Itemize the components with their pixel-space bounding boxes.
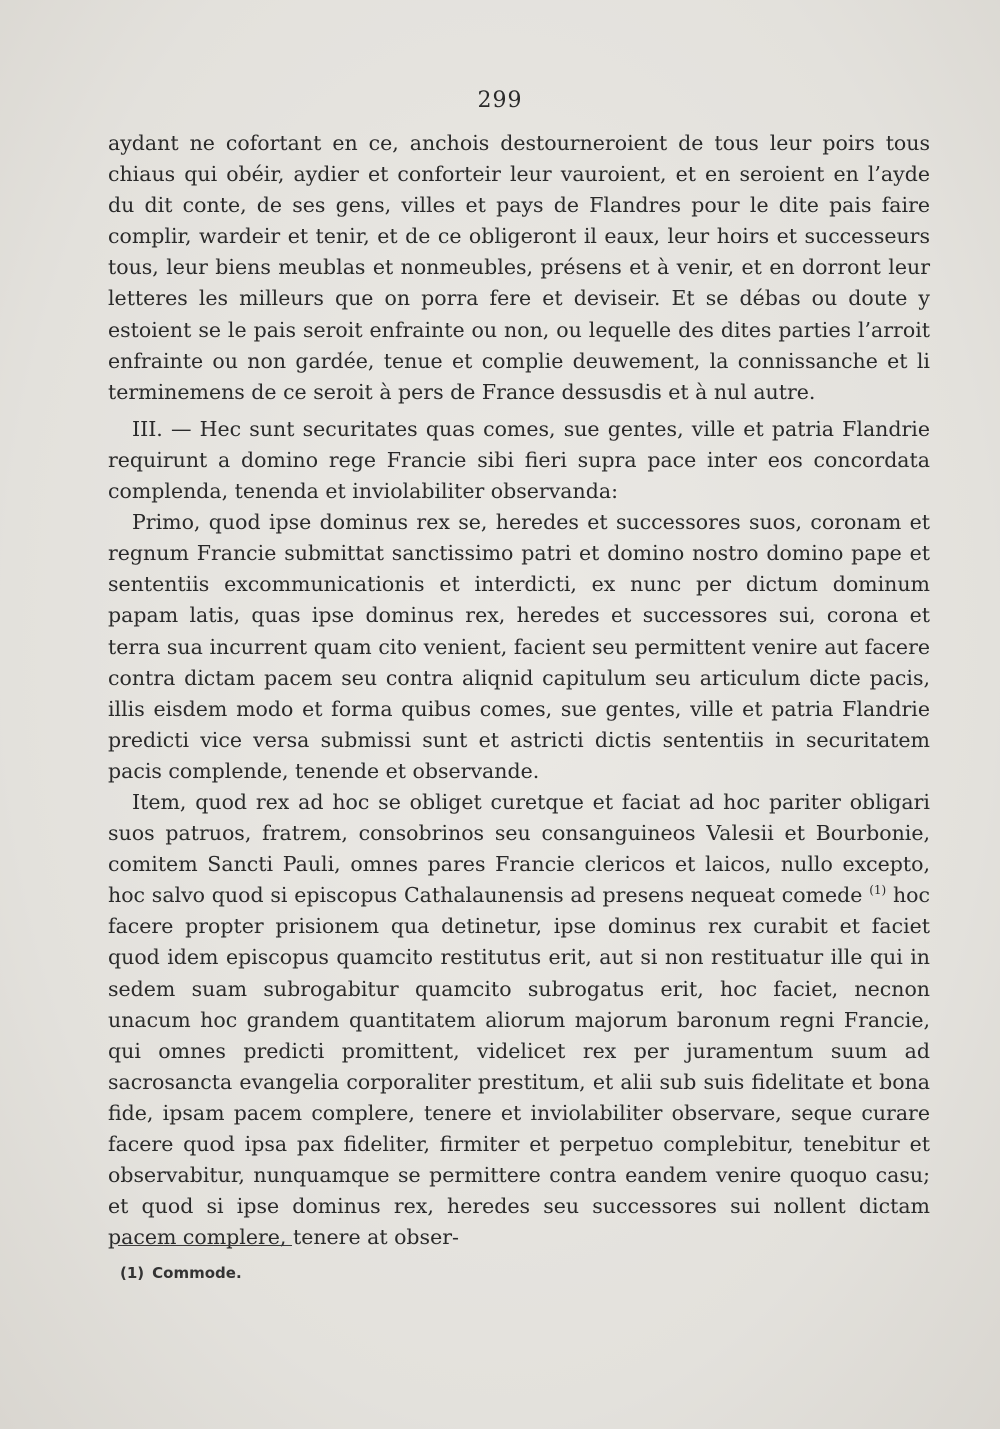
paragraph-text: III. — Hec sunt securitates quas comes, sue gentes, ville et patria Flandrie requirunt a domino rege Francie sibi fieri supra pace inter eos concordata complenda, tenenda et inviolabiliter observanda: bbox=[108, 416, 930, 504]
paragraph-text: aydant ne cofortant en ce, anchois destourneroient de tous leur poirs tous chiaus qui obéir, aydier et conforteir leur vauroient, et en seroient en l’ayde du dit conte, de ses gens, villes et pays de Flandres pour le dite pais faire complir, wardeir et tenir, et de ce obligeront il eaux, leur hoirs et successeurs tous, leur biens meublas et nonmeubles, présens et à venir, et en dorront leur letteres les milleurs que on porra fere et deviseir. Et se débas ou doute y estoient se le pais seroit enfrainte ou non, ou lequelle des dites parties l’arroit enfrainte ou non gardée, tenue et complie deuwement, la connissanche et li terminemens de ce seroit à pers de France dessusdis et à nul autre. bbox=[108, 131, 930, 404]
page-number: 299 bbox=[477, 88, 523, 113]
footnote bbox=[120, 1264, 242, 1282]
paragraph-item bbox=[108, 787, 930, 1253]
paragraph-section-iii bbox=[108, 414, 930, 507]
paragraph-primo bbox=[108, 507, 930, 787]
paragraph-continuation bbox=[108, 128, 930, 408]
paragraph-text: hoc facere propter prisionem qua detinetur, ipse dominus rex curabit et faciet quod idem episcopus quamcito restitutus erit, aut si non restituatur ille qui in sedem suam subrogabitur quamcito subrogatus erit, hoc faciet, necnon unacum hoc grandem quantitatem aliorum majorum baronum regni Francie, qui omnes predicti promittent, videlicet rex per juramentum suum ad sacrosancta evangelia corporaliter prestitum, et alii sub suis fidelitate et bona fide, ipsam pacem complere, tenere et inviolabiliter observare, seque curare facere quod ipsa pax fideliter, firmiter et perpetuo complebitur, tenebitur et observabitur, nunquamque se permittere contra eandem venire quoquo casu; et quod si ipse dominus rex, heredes seu successores sui nollent dictam pacem complere, tenere at obser- bbox=[108, 883, 931, 1250]
footnote-text: Commode. bbox=[152, 1264, 242, 1282]
footnote-divider bbox=[118, 1245, 292, 1246]
footnote-reference: (1) bbox=[869, 883, 887, 898]
paragraph-text: Item, quod rex ad hoc se obliget curetque et faciat ad hoc pariter obligari suos patruos, fratrem, consobrinos seu consanguineos Valesii et Bourbonie, comitem Sancti Pauli, omnes pares Francie clericos et laicos, nullo excepto, hoc salvo quod si episcopus Cathalaunensis ad presens nequeat comede bbox=[108, 789, 930, 908]
footnote-number: (1) bbox=[120, 1264, 145, 1282]
main-text bbox=[108, 128, 930, 1253]
paragraph-text: Primo, quod ipse dominus rex se, heredes et successores suos, coronam et regnum Francie submittat sanctissimo patri et domino nostro domino pape et sententiis excommunicationis et interdicti, ex nunc per dictum dominum papam latis, quas ipse dominus rex, heredes et successores sui, corona et terra sua incurrent quam cito venient, facient seu permittent venire aut facere contra dictam pacem seu contra aliqnid capitulum seu articulum dicte pacis, illis eisdem modo et forma quibus comes, sue gentes, ville et patria Flandrie predicti vice versa submissi sunt et astricti dictis sententiis in securitatem pacis complende, tenende et observande. bbox=[108, 510, 930, 783]
